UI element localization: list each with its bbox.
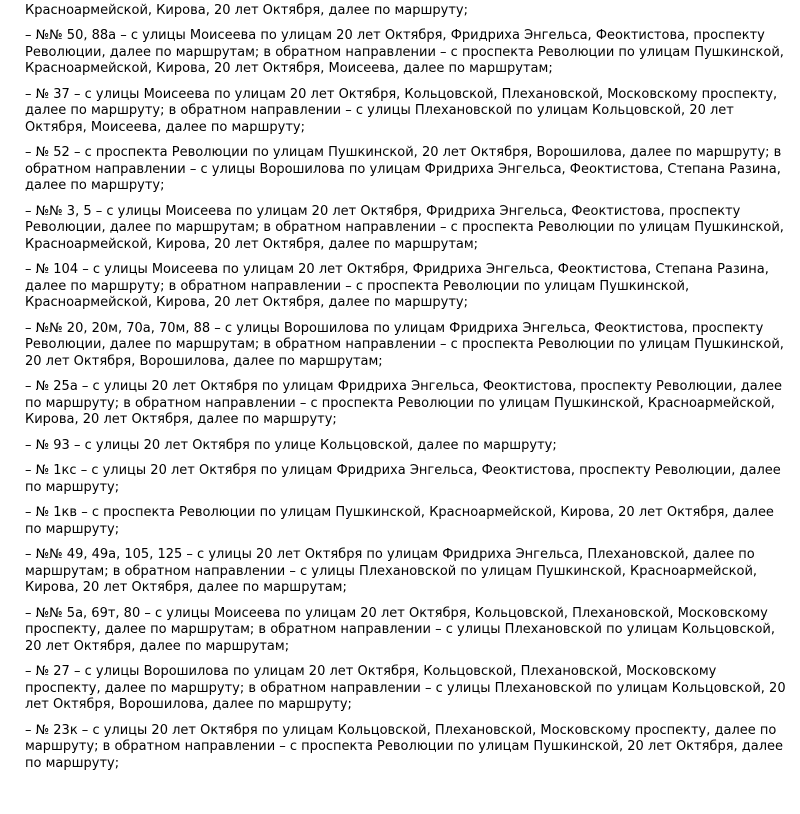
paragraph: – №№ 20, 20м, 70а, 70м, 88 – с улицы Ворошилова по улицам Фридриха Энгельса, Феоктистова, проспекту Революции, далее по маршрутам; в обратном направлении – с проспекта Революции по улицам Пушкинской, 20 лет Октября, Ворошилова, далее по маршрутам; (25, 320, 784, 369)
paragraph: – № 27 – с улицы Ворошилова по улицам 20 лет Октября, Кольцовской, Плехановской, Московскому проспекту, далее по маршруту; в обратном направлении – с улицы Плехановской по улицам Кольцовской, 20 лет Октября, Ворошилова, далее по маршруту; (25, 664, 786, 712)
paragraph: – № 104 – с улицы Моисеева по улицам 20 лет Октября, Фридриха Энгельса, Феоктистова, Степана Разина, далее по маршруту; в обратном направлении – с проспекта Революции по улицам Пушкинской, Красноармейской, Кирова, 20 лет Октября, далее по маршруту; (25, 262, 769, 310)
paragraph: – №№ 49, 49а, 105, 125 – с улицы 20 лет Октября по улицам Фридриха Энгельса, Плехановской, далее по маршрутам; в обратном направлении – с улицы Плехановской по улицам Пушкинской, Красноармейской, Кирова, 20 лет Октября, далее по маршрутам; (25, 547, 758, 595)
article-body (25, 0, 790, 781)
paragraph: – № 1кс – с улицы 20 лет Октября по улицам Фридриха Энгельса, Феоктистова, проспекту Революции, далее по маршруту; (25, 463, 781, 495)
paragraph: – № 93 – с улицы 20 лет Октября по улице Кольцовской, далее по маршруту; (25, 437, 557, 453)
paragraph: – № 52 – с проспекта Революции по улицам Пушкинской, 20 лет Октября, Ворошилова, далее по маршруту; в обратном направлении – с улицы Ворошилова по улицам Фридриха Энгельса, Феоктистова, Степана Разина, далее по маршруту; (25, 145, 782, 193)
paragraph: – №№ 5а, 69т, 80 – с улицы Моисеева по улицам 20 лет Октября, Кольцовской, Плехановской, Московскому проспекту, далее по маршрутам; в обратном направлении – с улицы Плехановской по улицам Кольцовской, 20 лет Октября, далее по маршрутам; (25, 605, 776, 654)
paragraph: Красноармейской, Кирова, 20 лет Октября, далее по маршруту; (25, 2, 468, 18)
paragraph: – № 1кв – с проспекта Революции по улицам Пушкинской, Красноармейской, Кирова, 20 лет Октября, далее по маршруту; (25, 505, 774, 537)
paragraph: – №№ 50, 88а – с улицы Моисеева по улицам 20 лет Октября, Фридриха Энгельса, Феоктистова, проспекту Революции, далее по маршрутам; в обратном направлении – с проспекта Революции по улицам Пушкинской, Красноармейской, Кирова, 20 лет Октября, Моисеева, далее по маршрутам; (25, 28, 784, 76)
paragraph: – № 25а – с улицы 20 лет Октября по улицам Фридриха Энгельса, Феоктистова, проспекту Революции, далее по маршруту; в обратном направлении – с проспекта Революции по улицам Пушкинской, Красноармейской, Кирова, 20 лет Октября, далее по маршруту; (25, 379, 782, 427)
paragraph: – № 37 – с улицы Моисеева по улицам 20 лет Октября, Кольцовской, Плехановской, Московскому проспекту, далее по маршруту; в обратном направлении – с улицы Плехановской по улицам Кольцовской, 20 лет Октября, Моисеева, далее по маршруту; (25, 86, 778, 135)
paragraph: – № 23к – с улицы 20 лет Октября по улицам Кольцовской, Плехановской, Московскому проспекту, далее по маршруту; в обратном направлении – с проспекта Революции по улицам Пушкинской, 20 лет Октября, далее по маршруту; (25, 722, 784, 771)
paragraph: – №№ 3, 5 – с улицы Моисеева по улицам 20 лет Октября, Фридриха Энгельса, Феоктистова, проспекту Революции, далее по маршрутам; в обратном направлении – с проспекта Революции по улицам Пушкинской, Красноармейской, Кирова, 20 лет Октября, далее по маршрутам; (25, 203, 784, 252)
